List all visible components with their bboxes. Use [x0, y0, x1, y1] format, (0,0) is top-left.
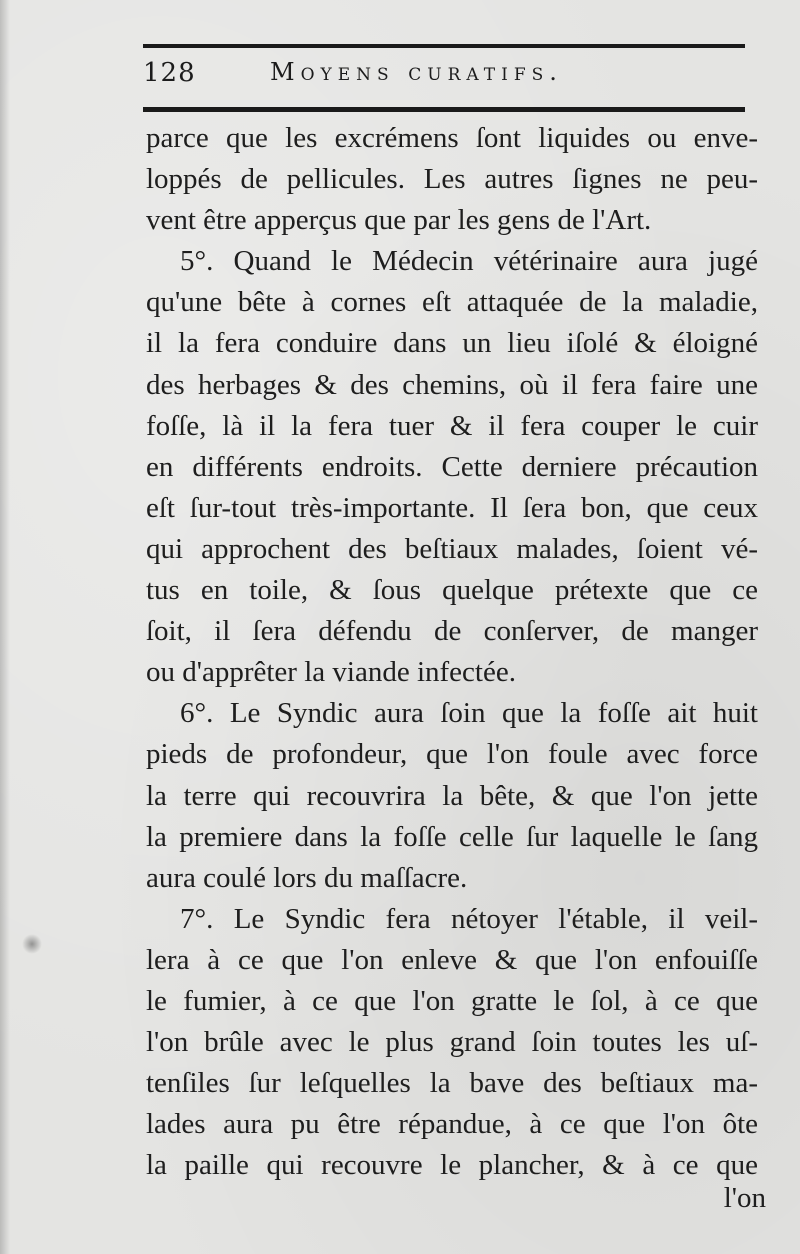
text-line: la terre qui recouvrira la bête, & que l'on jette [146, 779, 758, 812]
text-line: foſſe, là il la fera tuer & il fera couper le cuir [146, 409, 758, 442]
body-text [146, 118, 758, 1186]
text-line: l'on brûle avec le plus grand ſoin toutes les uſ- [146, 1026, 758, 1059]
text-line: ou d'apprêter la viande infectée. [146, 656, 516, 689]
text-line: tus en toile, & ſous quelque prétexte que ce [146, 574, 758, 607]
paper-speck [22, 934, 42, 954]
header-rule-top [143, 44, 745, 48]
text-line: en différents endroits. Cette derniere précaution [146, 450, 758, 483]
text-line: la premiere dans la foſſe celle ſur laquelle le ſang [146, 820, 758, 853]
text-line: 6°. Le Syndic aura ſoin que la foſſe ait huit [180, 697, 758, 730]
text-line: pieds de profondeur, que l'on foule avec force [146, 738, 758, 771]
text-line: tenſiles ſur leſquelles la bave des beſtiaux ma- [146, 1067, 758, 1100]
text-line: la paille qui recouvre le plancher, & à ce que [146, 1149, 758, 1182]
text-line: 5°. Quand le Médecin vétérinaire aura jugé [180, 245, 758, 278]
gutter-shadow [0, 0, 10, 1254]
text-line: eſt ſur-tout très-importante. Il ſera bon, que ceux [146, 491, 758, 524]
text-line: qui approchent des beſtiaux malades, ſoient vé- [146, 532, 758, 565]
text-line: aura coulé lors du maſſacre. [146, 861, 468, 894]
text-line: qu'une bête à cornes eſt attaquée de la maladie, [146, 286, 758, 319]
text-line: parce que les excrémens ſont liquides ou enve- [146, 122, 758, 154]
page-number: 128 [143, 58, 196, 88]
text-line: il la fera conduire dans un lieu iſolé & éloigné [146, 327, 758, 360]
text-line: 7°. Le Syndic fera nétoyer l'étable, il veil- [180, 902, 758, 935]
text-line: vent être apperçus que par les gens de l'Art. [146, 204, 652, 237]
text-line: loppés de pellicules. Les autres ſignes ne peu- [146, 163, 758, 196]
catchword: l'on [723, 1182, 766, 1214]
running-head: Moyens curatifs. [270, 58, 563, 86]
text-line: des herbages & des chemins, où il fera faire une [146, 368, 758, 401]
text-line: le fumier, à ce que l'on gratte le ſol, à ce que [146, 984, 758, 1017]
text-line: lades aura pu être répandue, à ce que l'on ôte [146, 1108, 758, 1141]
text-line: lera à ce que l'on enleve & que l'on enfouiſſe [146, 943, 758, 976]
header-rule-bottom [143, 107, 745, 112]
text-line: ſoit, il ſera défendu de conſerver, de manger [146, 615, 758, 648]
